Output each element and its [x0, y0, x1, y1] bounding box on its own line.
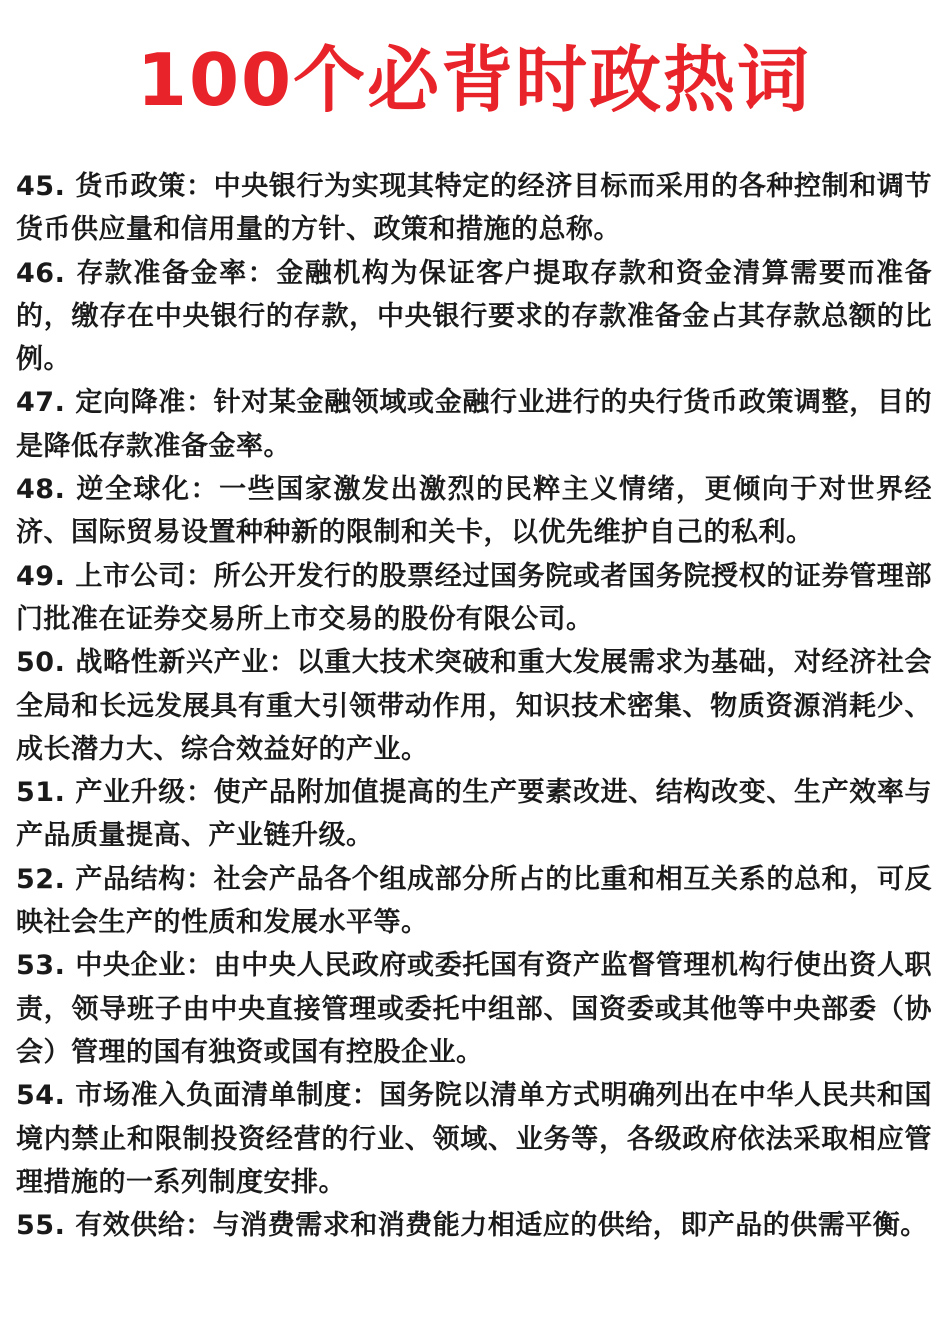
entry-definition: 金融机构为保证客户提取存款和资金清算需要而准备的，缴存在中央银行的存款，中央银行要求的存款准备金占其存款总额的比例。 — [16, 257, 933, 376]
term-entry-47 — [16, 381, 932, 468]
entry-definition: 社会产品各个组成部分所占的比重和相互关系的总和，可反映社会生产的性质和发展水平等。 — [16, 863, 933, 939]
entry-term: 市场准入负面清单制度 — [75, 1080, 352, 1112]
entry-number: 55. — [16, 1210, 66, 1242]
entry-number: 54. — [16, 1080, 66, 1112]
entry-definition: 中央银行为实现其特定的经济目标而采用的各种控制和调节货币供应量和信用量的方针、政策和措施的总称。 — [16, 171, 933, 246]
entry-term: 上市公司 — [75, 560, 186, 592]
entry-definition: 以重大技术突破和重大发展需求为基础，对经济社会全局和长远发展具有重大引领带动作用，知识技术密集、物质资源消耗少、成长潜力大、综合效益好的产业。 — [16, 647, 933, 765]
page-title: 100个必背时政热词 — [136, 38, 812, 122]
entry-number: 53. — [16, 950, 66, 982]
entry-term: 中央企业 — [75, 950, 186, 982]
term-entry-48 — [16, 468, 932, 555]
entry-colon: ： — [185, 950, 214, 982]
entry-term: 产品结构 — [75, 863, 186, 895]
entry-term: 逆全球化 — [76, 474, 191, 506]
entry-number: 45. — [16, 171, 66, 202]
entry-definition: 使产品附加值提高的生产要素改进、结构改变、生产效率与产品质量提高、产业链升级。 — [16, 777, 933, 852]
entry-definition: 针对某金融领域或金融行业进行的央行货币政策调整，目的是降低存款准备金率。 — [16, 387, 933, 462]
entry-definition: 由中央人民政府或委托国有资产监督管理机构行使出资人职责，领导班子由中央直接管理或委托中组部、国资委或其他等中央部委（协会）管理的国有独资或国有控股企业。 — [16, 950, 933, 1068]
term-entry-52 — [16, 858, 932, 945]
entry-colon: ： — [185, 1210, 213, 1242]
entry-definition: 与消费需求和消费能力相适应的供给，即产品的供需平衡。 — [212, 1210, 928, 1242]
entry-number: 49. — [16, 560, 66, 592]
term-entry-45 — [16, 165, 932, 252]
entry-colon: ： — [247, 257, 277, 289]
entry-colon: ： — [185, 560, 214, 592]
term-entry-51 — [16, 771, 932, 858]
term-entry-55 — [16, 1204, 932, 1247]
entry-number: 50. — [16, 647, 66, 679]
entry-colon: ： — [268, 647, 297, 679]
entry-term: 定向降准 — [75, 387, 186, 419]
entry-colon: ： — [190, 474, 220, 506]
entry-number: 46. — [16, 257, 66, 289]
term-entry-46 — [16, 252, 932, 382]
entry-number: 51. — [16, 777, 66, 809]
entry-colon: ： — [185, 863, 214, 895]
entry-term: 有效供给 — [75, 1210, 186, 1242]
entry-colon: ： — [185, 171, 214, 202]
term-list — [16, 165, 932, 1247]
entry-term: 战略性新兴产业 — [75, 647, 269, 679]
entry-term: 产业升级 — [75, 777, 186, 809]
entry-term: 存款准备金率 — [76, 257, 248, 289]
term-entry-53 — [16, 944, 932, 1074]
entry-definition: 所公开发行的股票经过国务院或者国务院授权的证券管理部门批准在证券交易所上市交易的股份有限公司。 — [16, 560, 933, 635]
term-entry-49 — [16, 555, 932, 642]
entry-number: 52. — [16, 863, 66, 895]
entry-number: 48. — [16, 474, 66, 506]
entry-colon: ： — [185, 387, 214, 419]
term-entry-50 — [16, 641, 932, 771]
entry-colon: ： — [351, 1080, 380, 1112]
entry-definition: 国务院以清单方式明确列出在中华人民共和国境内禁止和限制投资经营的行业、领域、业务等，各级政府依法采取相应管理措施的一系列制度安排。 — [16, 1080, 933, 1198]
entry-number: 47. — [16, 387, 66, 419]
entry-definition: 一些国家激发出激烈的民粹主义情绪，更倾向于对世界经济、国际贸易设置种种新的限制和关卡，以优先维护自己的私利。 — [16, 474, 933, 549]
term-entry-54 — [16, 1074, 932, 1204]
entry-term: 货币政策 — [75, 171, 186, 202]
entry-colon: ： — [185, 777, 214, 809]
